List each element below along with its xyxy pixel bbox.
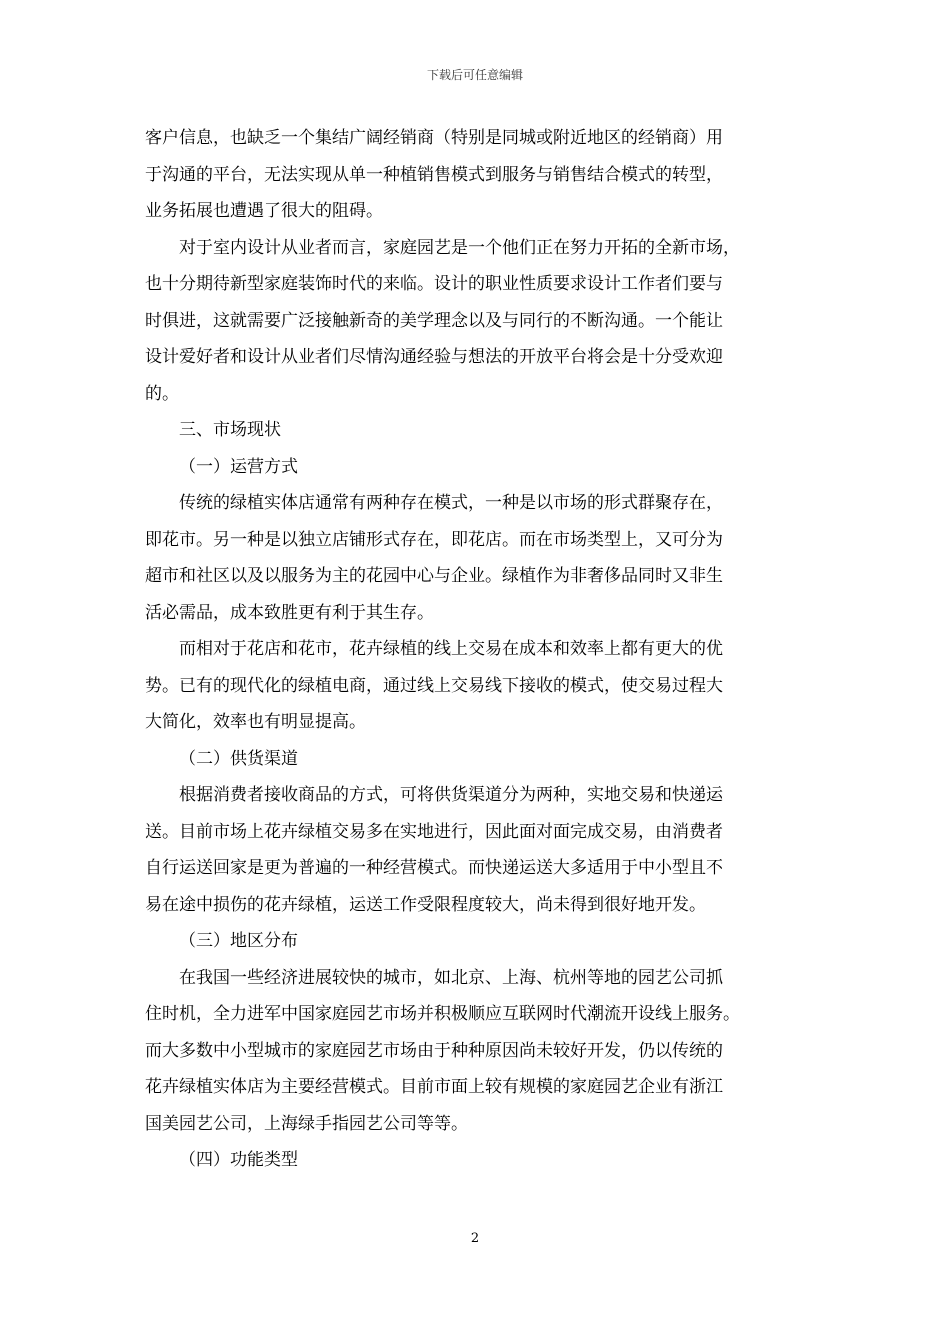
- paragraph-line: 而相对于花店和花市，花卉绿植的线上交易在成本和效率上都有更大的优: [179, 639, 723, 659]
- paragraph-line: 易在途中损伤的花卉绿植，运送工作受限程度较大，尚未得到很好地开发。: [145, 894, 706, 915]
- paragraph-line: 即花市。另一种是以独立店铺形式存在，即花店。而在市场类型上，又可分为: [145, 529, 723, 550]
- paragraph-line: 设计爱好者和设计从业者们尽情沟通经验与想法的开放平台将会是十分受欢迎: [145, 347, 723, 367]
- paragraph-line: 送。目前市场上花卉绿植交易多在实地进行，因此面对面完成交易，由消费者: [145, 821, 723, 842]
- subsection-heading: （三）地区分布: [179, 931, 298, 951]
- subsection-heading: （一）运营方式: [179, 456, 298, 477]
- paragraph-line: 也十分期待新型家庭装饰时代的来临。设计的职业性质要求设计工作者们要与: [145, 274, 723, 294]
- paragraph-line: 大简化，效率也有明显提高。: [145, 712, 366, 732]
- paragraph-line: 住时机，全力进军中国家庭园艺市场并积极顺应互联网时代潮流开设线上服务。: [145, 1004, 740, 1024]
- page-number: 2: [470, 1231, 480, 1246]
- paragraph-line: 客户信息，也缺乏一个集结广阔经销商（特别是同城或附近地区的经销商）用: [145, 128, 723, 148]
- paragraph-line: 活必需品，成本致胜更有利于其生存。: [145, 602, 434, 623]
- paragraph-line: 而大多数中小型城市的家庭园艺市场由于种种原因尚未较好开发，仍以传统的: [145, 1040, 723, 1061]
- page-header: 下载后可任意编辑: [426, 68, 523, 82]
- paragraph-line: 传统的绿植实体店通常有两种存在模式，一种是以市场的形式群聚存在，: [179, 493, 723, 513]
- paragraph-line: 自行运送回家是更为普遍的一种经营模式。而快递运送大多适用于中小型且不: [145, 858, 723, 878]
- paragraph-line: 业务拓展也遭遇了很大的阻碍。: [145, 201, 383, 221]
- document-body: [145, 120, 810, 1179]
- paragraph-line: 在我国一些经济进展较快的城市，如北京、上海、杭州等地的园艺公司抓: [179, 967, 723, 988]
- section-heading: 三、市场现状: [179, 420, 281, 440]
- subsection-heading: （二）供货渠道: [179, 748, 298, 769]
- paragraph-line: 于沟通的平台，无法实现从单一种植销售模式到服务与销售结合模式的转型，: [145, 164, 723, 185]
- paragraph-line: 的。: [145, 383, 179, 404]
- subsection-heading: （四）功能类型: [179, 1150, 298, 1170]
- paragraph-line: 国美园艺公司，上海绿手指园艺公司等等。: [145, 1113, 468, 1134]
- paragraph-line: 花卉绿植实体店为主要经营模式。目前市面上较有规模的家庭园艺企业有浙江: [145, 1077, 723, 1097]
- paragraph-line: 时俱进，这就需要广泛接触新奇的美学理念以及与同行的不断沟通。一个能让: [145, 310, 723, 331]
- paragraph-line: 根据消费者接收商品的方式，可将供货渠道分为两种，实地交易和快递运: [179, 785, 723, 805]
- paragraph-line: 对于室内设计从业者而言，家庭园艺是一个他们正在努力开拓的全新市场，: [179, 237, 740, 258]
- paragraph-line: 超市和社区以及以服务为主的花园中心与企业。绿植作为非奢侈品同时又非生: [145, 566, 723, 586]
- paragraph-line: 势。已有的现代化的绿植电商，通过线上交易线下接收的模式，使交易过程大: [145, 675, 723, 696]
